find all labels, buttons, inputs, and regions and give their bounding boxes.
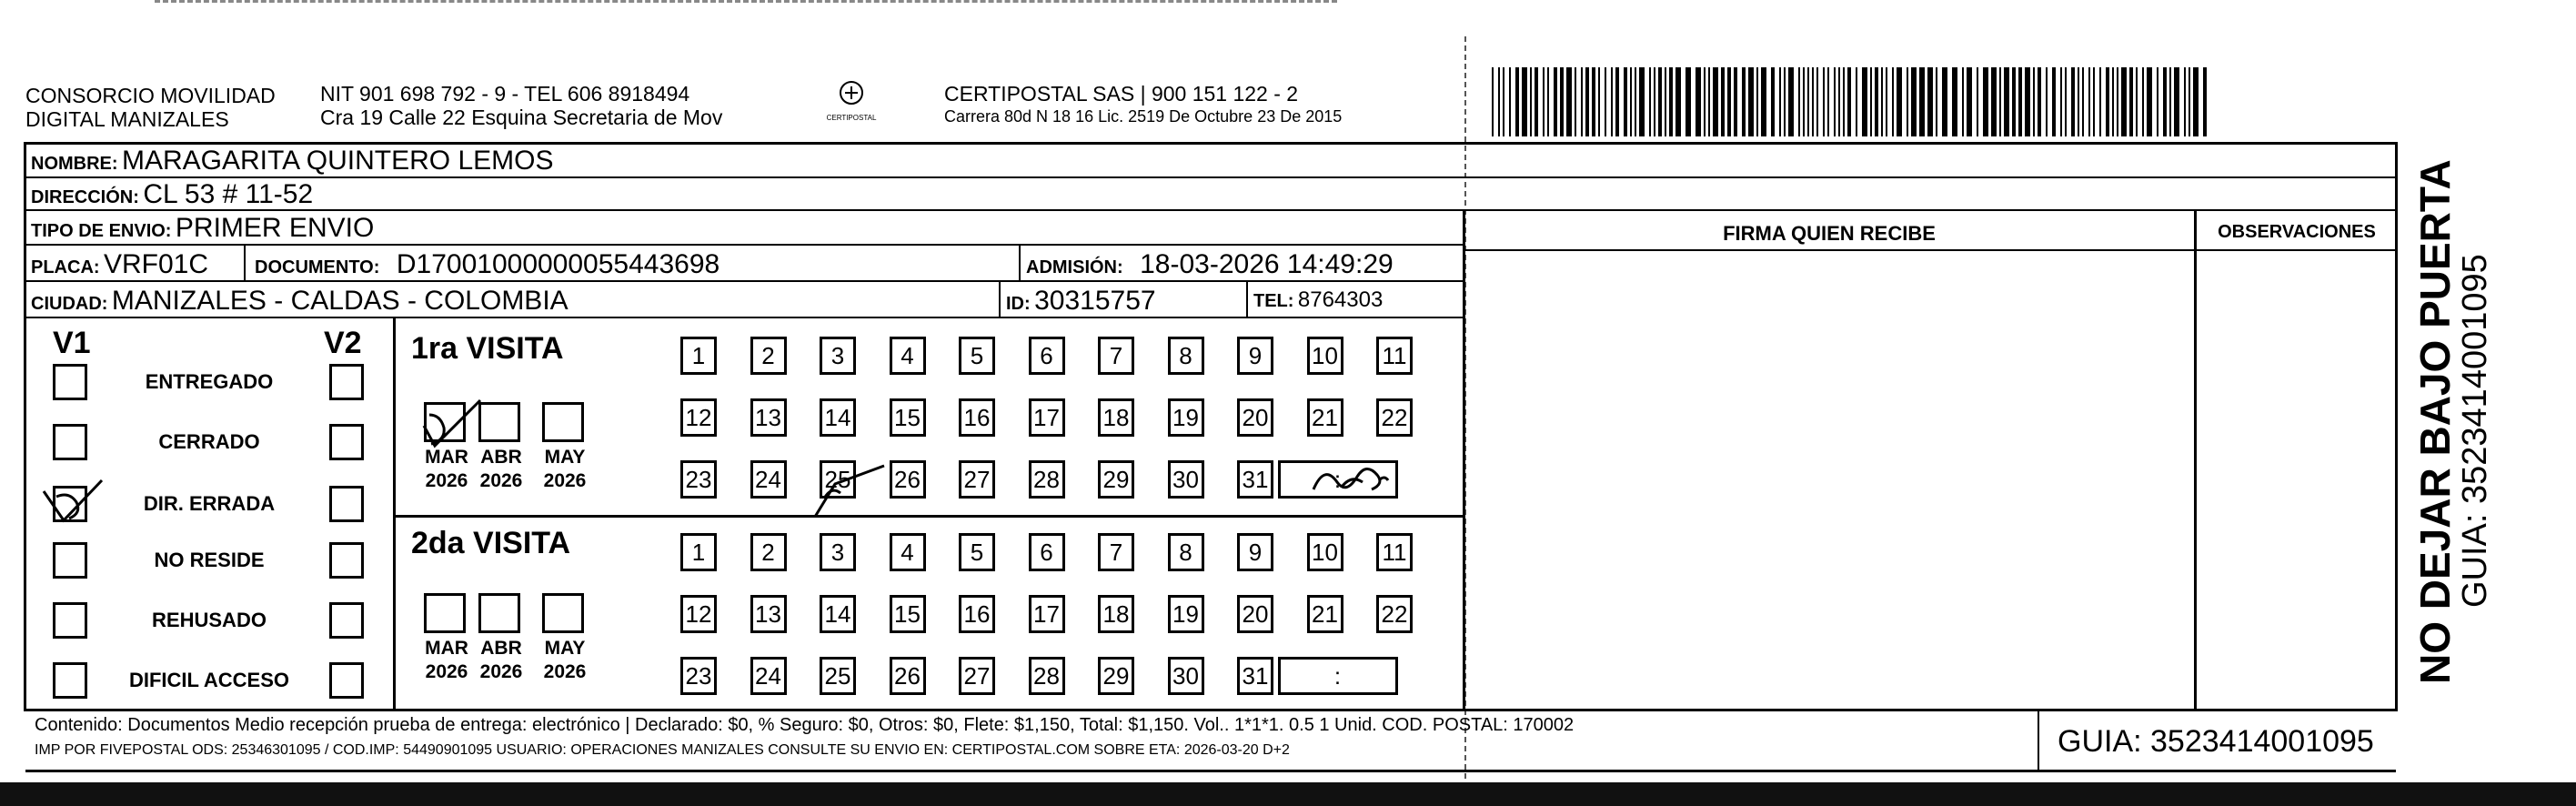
id-label: ID: (1006, 294, 1031, 314)
day-box[interactable]: 8 (1168, 337, 1204, 375)
day-box[interactable]: 5 (959, 533, 995, 571)
day-box[interactable]: 24 (750, 657, 787, 695)
second-visit-title: 2da VISITA (411, 526, 571, 560)
day-box[interactable]: 5 (959, 337, 995, 375)
day-box[interactable]: 2 (750, 337, 787, 375)
time-box[interactable]: : (1278, 460, 1398, 499)
day-box[interactable]: 20 (1237, 595, 1273, 633)
footer-top-line (25, 710, 2396, 711)
ciudad-label: CIUDAD: (31, 294, 108, 314)
day-box[interactable]: 31 (1237, 460, 1273, 499)
day-box[interactable]: 22 (1376, 595, 1413, 633)
v2-header: V2 (324, 326, 362, 360)
month-year: 2026 (425, 470, 468, 491)
day-box[interactable]: 9 (1237, 337, 1273, 375)
day-box[interactable]: 7 (1098, 533, 1134, 571)
placa-value: VRF01C (104, 249, 209, 279)
company-line-1: CONSORCIO MOVILIDAD (25, 84, 276, 107)
day-box[interactable]: 19 (1168, 595, 1204, 633)
direccion-label: DIRECCIÓN: (31, 187, 139, 207)
day-box[interactable]: 12 (680, 595, 717, 633)
direccion-value: CL 53 # 11-52 (143, 179, 314, 209)
day-box[interactable]: 6 (1029, 337, 1065, 375)
day-box[interactable]: 27 (959, 460, 995, 499)
day-box[interactable]: 30 (1168, 657, 1204, 695)
side-warning: NO DEJAR BAJO PUERTA (2411, 159, 2459, 684)
tipo-label: TIPO DE ENVIO: (31, 221, 172, 241)
day-box[interactable]: 6 (1029, 533, 1065, 571)
carrier-line-1: CERTIPOSTAL SAS | 900 151 122 - 2 (944, 82, 1299, 106)
month-label: ABR (480, 447, 522, 468)
status-label: NO RESIDE (154, 549, 265, 571)
day-box[interactable]: 3 (820, 337, 856, 375)
month-year: 2026 (479, 661, 523, 682)
day-box[interactable]: 13 (750, 398, 787, 437)
day-box[interactable]: 7 (1098, 337, 1134, 375)
day-box[interactable]: 21 (1307, 398, 1343, 437)
day-box[interactable]: 4 (890, 337, 926, 375)
footer-bottom-line (25, 770, 2396, 772)
carrier-logo-text: CERTIPOSTAL (826, 114, 877, 122)
status-label: ENTREGADO (145, 370, 274, 393)
month-year: 2026 (543, 661, 587, 682)
month-label: ABR (480, 638, 522, 659)
day-box[interactable]: 16 (959, 595, 995, 633)
bottom-edge (0, 782, 2576, 806)
company-line-2: DIGITAL MANIZALES (25, 107, 229, 131)
day-box[interactable]: 14 (820, 398, 856, 437)
day-box[interactable]: 14 (820, 595, 856, 633)
footer-guia: GUIA: 3523414001095 (2058, 724, 2374, 759)
id-value: 30315757 (1034, 286, 1156, 316)
day-box[interactable]: 1 (680, 337, 717, 375)
footer-line-1: Contenido: Documentos Medio recepción prueba de entrega: electrónico | Declarado: $0, % Seguro: $0, Otros: $0, Flete: $1,150, Total: $1,150. Vol.. 1*1*1. 0.5 1 Unid. COD. POSTAL: 170002 (35, 715, 1575, 735)
day-box[interactable]: 28 (1029, 657, 1065, 695)
check-day-25-mark (815, 466, 884, 517)
day-box[interactable]: 18 (1098, 595, 1134, 633)
time-scribble-mark (1313, 468, 1388, 489)
month-label: MAY (544, 638, 586, 659)
day-box[interactable]: 16 (959, 398, 995, 437)
day-box[interactable]: 2 (750, 533, 787, 571)
day-box[interactable]: 17 (1029, 595, 1065, 633)
status-label: DIFICIL ACCESO (128, 669, 289, 691)
nombre-value: MARAGARITA QUINTERO LEMOS (122, 146, 554, 176)
day-box[interactable]: 24 (750, 460, 787, 499)
documento-value: D17001000000055443698 (396, 249, 720, 279)
v1-header: V1 (53, 326, 91, 360)
day-box[interactable]: 28 (1029, 460, 1065, 499)
firma-label: FIRMA QUIEN RECIBE (1723, 222, 1936, 245)
day-box[interactable]: 31 (1237, 657, 1273, 695)
day-box[interactable]: 13 (750, 595, 787, 633)
admision-label: ADMISIÓN: (1026, 257, 1123, 277)
day-box[interactable]: 9 (1237, 533, 1273, 571)
day-box[interactable]: 23 (680, 460, 717, 499)
day-box[interactable]: 21 (1307, 595, 1343, 633)
day-box[interactable]: 15 (890, 398, 926, 437)
day-box[interactable]: 15 (890, 595, 926, 633)
day-box[interactable]: 3 (820, 533, 856, 571)
month-year: 2026 (425, 661, 468, 682)
day-box[interactable]: 25 (820, 460, 856, 499)
ciudad-value: MANIZALES - CALDAS - COLOMBIA (111, 286, 569, 316)
status-label: DIR. ERRADA (143, 492, 276, 515)
placa-label: PLACA: (31, 257, 100, 277)
day-box[interactable]: 12 (680, 398, 717, 437)
day-box[interactable]: 11 (1376, 337, 1413, 375)
admision-value: 18-03-2026 14:49:29 (1140, 249, 1394, 279)
month-label: MAR (425, 638, 468, 659)
time-box[interactable]: : (1278, 657, 1398, 695)
day-box[interactable]: 1 (680, 533, 717, 571)
check-dir-errada-mark (44, 480, 102, 520)
status-label: REHUSADO (152, 609, 267, 631)
day-box[interactable]: 10 (1307, 533, 1343, 571)
month-label: MAR (425, 447, 468, 468)
day-box[interactable]: 26 (890, 460, 926, 499)
address-line: Cra 19 Calle 22 Esquina Secretaria de Mov (320, 106, 723, 129)
day-box[interactable]: 25 (820, 657, 856, 695)
day-box[interactable]: 30 (1168, 460, 1204, 499)
nombre-label: NOMBRE: (31, 154, 118, 174)
carrier-line-2: Carrera 80d N 18 16 Lic. 2519 De Octubre 23 De 2015 (944, 107, 1343, 126)
day-box[interactable]: 19 (1168, 398, 1204, 437)
day-box[interactable]: 26 (890, 657, 926, 695)
nit-line: NIT 901 698 792 - 9 - TEL 606 8918494 (320, 82, 690, 106)
day-box[interactable]: 29 (1098, 460, 1134, 499)
day-box[interactable]: 29 (1098, 657, 1134, 695)
day-box[interactable]: 18 (1098, 398, 1134, 437)
day-box[interactable]: 8 (1168, 533, 1204, 571)
documento-label: DOCUMENTO: (255, 257, 380, 277)
side-guia: GUIA: 3523414001095 (2456, 254, 2494, 608)
month-year: 2026 (543, 470, 587, 491)
day-box[interactable]: 23 (680, 657, 717, 695)
tipo-value: PRIMER ENVIO (175, 213, 375, 243)
footer-line-2: IMP POR FIVEPOSTAL ODS: 25346301095 / COD.IMP: 54490901095 USUARIO: OPERACIONES MANIZALES CONSULTE SU ENVIO EN: CERTIPOSTAL.COM SOBRE ETA: 2026-03-20 D+2 (35, 742, 1290, 758)
observaciones-label: OBSERVACIONES (2218, 222, 2376, 242)
day-box[interactable]: 4 (890, 533, 926, 571)
day-box[interactable]: 20 (1237, 398, 1273, 437)
day-box[interactable]: 10 (1307, 337, 1343, 375)
day-box[interactable]: 11 (1376, 533, 1413, 571)
month-year: 2026 (479, 470, 523, 491)
first-visit-title: 1ra VISITA (411, 331, 564, 366)
footer-guia-divider (2038, 711, 2039, 770)
tel-label: TEL: (1253, 291, 1294, 311)
day-box[interactable]: 22 (1376, 398, 1413, 437)
day-box[interactable]: 17 (1029, 398, 1065, 437)
month-label: MAY (544, 447, 586, 468)
tel-value: 8764303 (1297, 287, 1384, 312)
check-mar-mark (424, 400, 480, 446)
day-box[interactable]: 27 (959, 657, 995, 695)
status-label: CERRADO (158, 430, 260, 453)
